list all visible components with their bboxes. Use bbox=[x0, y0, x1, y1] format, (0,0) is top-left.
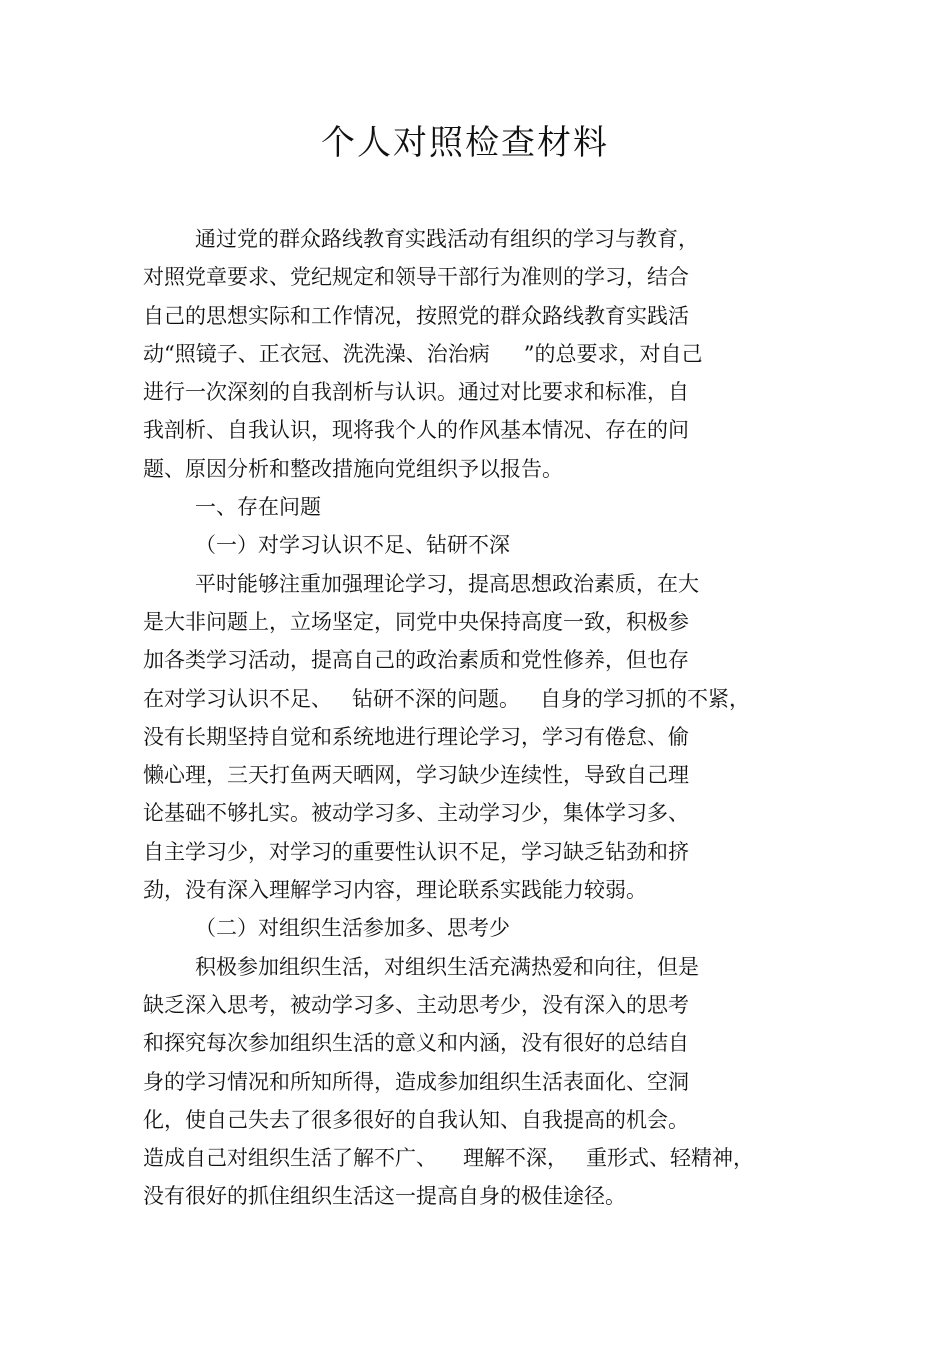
paragraph-line: 自己的思想实际和工作情况，按照党的群众路线教育实践活 bbox=[143, 303, 689, 328]
paragraph-line: 和探究每次参加组织生活的意义和内涵，没有很好的总结自 bbox=[143, 1031, 689, 1056]
paragraph-line: 积极参加组织生活，对组织生活充满热爱和向往，但是 bbox=[195, 954, 699, 979]
paragraph-line: 缺乏深入思考，被动学习多、主动思考少，没有深入的思考 bbox=[143, 992, 689, 1017]
paragraph-line: 劲，没有深入理解学习内容，理论联系实践能力较弱。 bbox=[143, 878, 647, 903]
paragraph-line: 对照党章要求、党纪规定和领导干部行为准则的学习，结合 bbox=[143, 265, 689, 290]
text-segment: 自身的学习抓的不紧， bbox=[540, 686, 750, 711]
paragraph-line: 身的学习情况和所知所得，造成参加组织生活表面化、空洞 bbox=[143, 1069, 689, 1094]
paragraph-line: 题、原因分析和整改措施向党组织予以报告。 bbox=[143, 456, 563, 481]
section-heading: 一、存在问题 bbox=[195, 495, 321, 520]
subsection-heading: （一）对学习认识不足、钻研不深 bbox=[195, 533, 510, 558]
paragraph-line: 化，使自己失去了很多很好的自我认知、自我提高的机会。 bbox=[143, 1107, 689, 1132]
paragraph-line: 我剖析、自我认识，现将我个人的作风基本情况、存在的问 bbox=[143, 418, 689, 443]
paragraph-line: 通过党的群众路线教育实践活动有组织的学习与教育， bbox=[195, 227, 699, 251]
subsection-heading: （二）对组织生活参加多、思考少 bbox=[195, 916, 510, 941]
text-segment: 造成自己对组织生活了解不广、 bbox=[143, 1146, 437, 1171]
document-body bbox=[143, 220, 823, 1216]
text-segment: 动“照镜子、正衣冠、洗洗澡、治治病 bbox=[143, 341, 490, 366]
text-segment: 在对学习认识不足、 bbox=[143, 686, 332, 711]
text-segment: ”的总要求，对自己 bbox=[523, 341, 703, 366]
paragraph-line bbox=[143, 680, 823, 718]
paragraph-line: 平时能够注重加强理论学习，提高思想政治素质，在大 bbox=[195, 571, 699, 596]
paragraph-line: 没有很好的抓住组织生活这一提高自身的极佳途径。 bbox=[143, 1184, 626, 1209]
paragraph-line: 自主学习少，对学习的重要性认识不足，学习缺乏钻劲和挤 bbox=[143, 839, 689, 864]
paragraph-line bbox=[143, 1139, 823, 1177]
text-segment: 理解不深， bbox=[463, 1146, 568, 1171]
document-title: 个人对照检查材料 bbox=[321, 123, 609, 163]
paragraph-line: 没有长期坚持自觉和系统地进行理论学习，学习有倦怠、偷 bbox=[143, 724, 689, 749]
paragraph-line: 懒心理，三天打鱼两天晒网，学习缺少连续性，导致自己理 bbox=[143, 763, 689, 788]
text-segment: 重形式、轻精神， bbox=[586, 1146, 754, 1171]
paragraph-line: 加各类学习活动，提高自己的政治素质和党性修养，但也存 bbox=[143, 648, 689, 673]
text-segment: 钻研不深的问题。 bbox=[352, 686, 520, 711]
paragraph-line: 是大非问题上，立场坚定，同党中央保持高度一致，积极参 bbox=[143, 609, 689, 634]
paragraph-line: 论基础不够扎实。被动学习多、主动学习少，集体学习多、 bbox=[143, 801, 689, 826]
paragraph-line: 进行一次深刻的自我剖析与认识。通过对比要求和标准，自 bbox=[143, 380, 689, 405]
paragraph-line bbox=[143, 335, 823, 373]
